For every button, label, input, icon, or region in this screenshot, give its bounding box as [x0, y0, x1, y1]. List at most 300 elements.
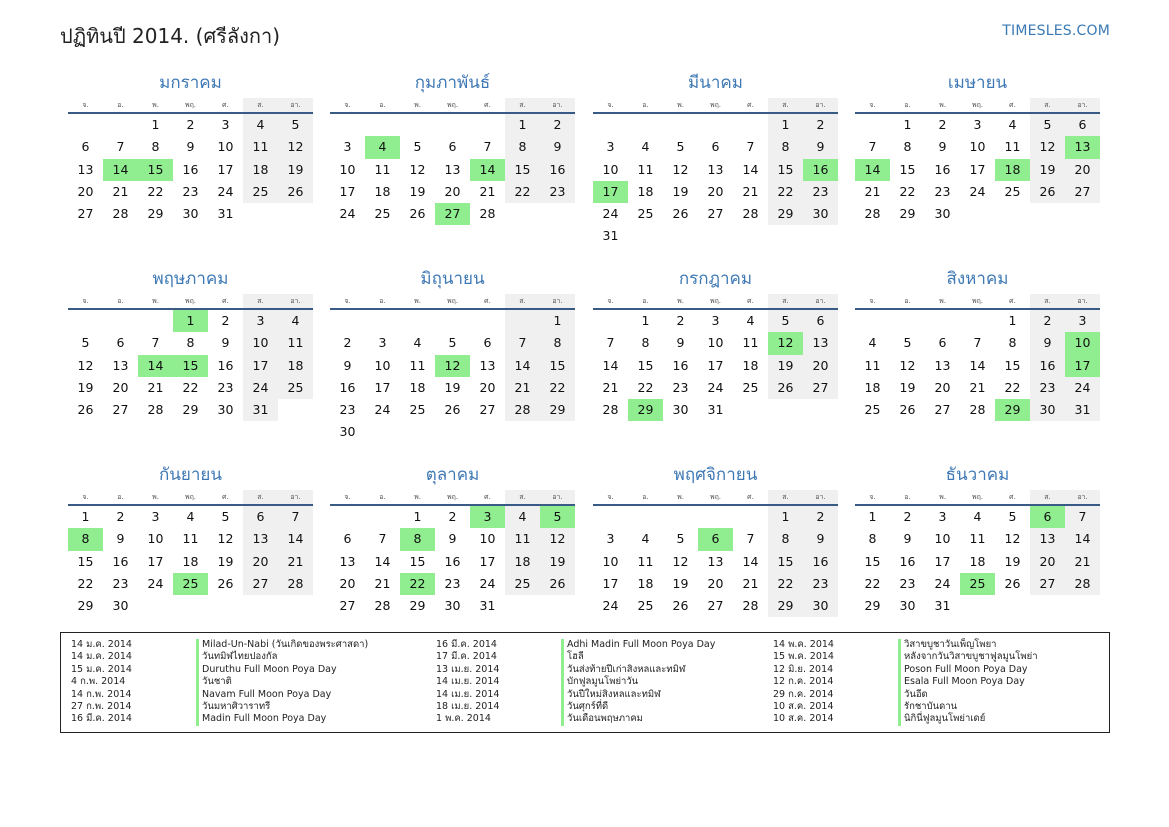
day-cell: 28 — [1065, 573, 1100, 595]
holiday-day-cell: 15 — [138, 159, 173, 181]
weekday-label: ศ. — [222, 101, 229, 109]
empty-cell — [365, 506, 400, 528]
day-cell: 1 — [540, 310, 575, 332]
holiday-day-cell: 10 — [1065, 332, 1100, 354]
day-cell: 4 — [973, 509, 982, 524]
day-cell: 11 — [409, 357, 426, 373]
day-cell: 20 — [112, 379, 129, 395]
day-cell: 27 — [479, 402, 496, 418]
day-cell: 16 — [217, 357, 234, 373]
day-cell: 12 — [540, 528, 575, 550]
day-cell: 6 — [711, 139, 720, 155]
day-cell: 1 — [768, 114, 803, 136]
day-cell: 27 — [339, 598, 356, 614]
day-cell: 11 — [1004, 139, 1021, 155]
day-cell: 5 — [1008, 509, 1017, 524]
day-cell: 24 — [969, 183, 986, 199]
weekday-label: อ. — [904, 493, 911, 501]
day-cell: 30 — [934, 206, 951, 222]
day-cell: 17 — [147, 553, 164, 569]
day-cell: 19 — [409, 183, 426, 199]
holiday-row — [436, 701, 715, 713]
day-cell: 28 — [479, 206, 496, 222]
day-cell: 17 — [374, 379, 391, 395]
holiday-date: 10 ส.ค. 2014 — [773, 700, 834, 712]
day-cell: 18 — [637, 183, 654, 199]
day-cell: 23 — [803, 181, 838, 203]
day-cell: 24 — [147, 575, 164, 591]
day-cell: 3 — [378, 335, 387, 351]
weekday-label: อ. — [117, 493, 124, 501]
day-cell: 23 — [182, 183, 199, 199]
day-grid — [855, 310, 1100, 421]
day-cell: 18 — [374, 183, 391, 199]
holiday-day-cell: 27 — [435, 203, 470, 225]
day-cell: 1 — [81, 509, 90, 524]
day-cell: 15 — [77, 553, 94, 569]
day-cell: 31 — [243, 399, 278, 421]
holiday-day-cell: 18 — [995, 159, 1030, 181]
holiday-day-cell: 17 — [593, 181, 628, 203]
day-cell: 24 — [934, 575, 951, 591]
day-cell: 17 — [602, 575, 619, 591]
day-cell: 19 — [1004, 553, 1021, 569]
weekday-label: ศ. — [484, 101, 491, 109]
day-cell: 22 — [147, 183, 164, 199]
holiday-date: 14 ม.ค. 2014 — [71, 651, 132, 663]
day-cell: 15 — [899, 161, 916, 177]
weekday-label: ส. — [243, 294, 278, 308]
holiday-date: 18 เม.ย. 2014 — [436, 700, 500, 712]
day-grid — [855, 506, 1100, 617]
day-cell: 22 — [540, 377, 575, 399]
day-cell: 2 — [803, 114, 838, 136]
day-cell: 11 — [374, 161, 391, 177]
weekday-label: จ. — [607, 101, 614, 109]
day-cell: 12 — [77, 357, 94, 373]
day-cell: 9 — [343, 357, 352, 373]
day-cell: 14 — [374, 553, 391, 569]
day-cell: 4 — [278, 310, 313, 332]
holiday-row — [436, 639, 715, 651]
day-cell: 29 — [864, 598, 881, 614]
day-cell: 18 — [864, 379, 881, 395]
holiday-name: วันชาติ — [196, 676, 232, 688]
day-cell: 23 — [217, 379, 234, 395]
weekday-label: ส. — [243, 98, 278, 112]
holiday-name: รักชาบันดาน — [898, 701, 957, 713]
weekday-label: พฤ. — [184, 493, 197, 501]
day-cell: 21 — [742, 183, 759, 199]
day-cell: 9 — [116, 531, 125, 547]
weekday-label: ส. — [768, 490, 803, 504]
month-calendar — [330, 268, 575, 444]
holiday-name: โฮลี — [561, 651, 584, 663]
weekday-label: ศ. — [222, 297, 229, 305]
weekday-label: จ. — [869, 101, 876, 109]
day-cell: 31 — [707, 402, 724, 418]
weekday-label: ส. — [1030, 98, 1065, 112]
day-cell: 28 — [147, 402, 164, 418]
month-calendar — [68, 268, 313, 421]
day-cell: 8 — [151, 139, 160, 155]
holiday-name: หลังจากวันวิสาขบูชาฟูลมูนโพย่า — [898, 651, 1038, 663]
day-cell: 20 — [444, 183, 461, 199]
month-name: เมษายน — [947, 73, 1008, 93]
empty-cell — [330, 114, 365, 136]
day-cell: 13 — [339, 553, 356, 569]
holiday-row — [436, 651, 715, 663]
empty-cell — [628, 506, 663, 528]
weekday-label: พฤ. — [446, 493, 459, 501]
day-cell: 18 — [182, 553, 199, 569]
empty-cell — [890, 310, 925, 332]
day-cell: 6 — [1065, 114, 1100, 136]
month-name: พฤศจิกายน — [673, 465, 758, 485]
day-cell: 25 — [409, 402, 426, 418]
weekday-label: พ. — [939, 101, 946, 109]
day-cell: 14 — [742, 161, 759, 177]
holiday-name: วันเดือนพฤษภาคม — [561, 713, 643, 725]
weekday-label: พฤ. — [709, 493, 722, 501]
weekday-label: พ. — [939, 493, 946, 501]
day-cell: 2 — [676, 313, 685, 328]
day-cell: 13 — [77, 161, 94, 177]
weekday-label: จ. — [607, 297, 614, 305]
month-name: สิงหาคม — [946, 269, 1009, 289]
weekday-label: พฤ. — [446, 297, 459, 305]
holiday-day-cell: 25 — [960, 573, 995, 595]
day-cell: 3 — [243, 310, 278, 332]
day-cell: 21 — [374, 575, 391, 591]
day-cell: 13 — [243, 528, 278, 550]
day-cell: 18 — [409, 379, 426, 395]
holiday-row — [773, 676, 1038, 688]
day-cell: 1 — [505, 114, 540, 136]
holiday-name: วันศุกร์ที่ดี — [561, 701, 608, 713]
day-cell: 26 — [540, 573, 575, 595]
day-cell: 8 — [641, 335, 650, 351]
day-cell: 19 — [672, 183, 689, 199]
day-cell: 28 — [742, 206, 759, 222]
day-cell: 2 — [448, 509, 457, 524]
weekday-label: พ. — [677, 493, 684, 501]
weekday-label: จ. — [82, 297, 89, 305]
day-cell: 13 — [707, 161, 724, 177]
day-cell: 14 — [602, 357, 619, 373]
holiday-row — [773, 701, 1038, 713]
holiday-day-cell: 15 — [173, 355, 208, 377]
month-calendar — [68, 464, 313, 617]
day-cell: 13 — [112, 357, 129, 373]
empty-cell — [470, 310, 505, 332]
weekday-label: จ. — [344, 297, 351, 305]
day-cell: 12 — [217, 531, 234, 547]
day-cell: 9 — [1030, 332, 1065, 354]
day-cell: 9 — [803, 136, 838, 158]
day-cell: 12 — [672, 161, 689, 177]
day-cell: 2 — [903, 509, 912, 524]
day-cell: 30 — [1030, 399, 1065, 421]
day-cell: 31 — [1065, 399, 1100, 421]
day-cell: 19 — [672, 575, 689, 591]
day-cell: 23 — [540, 181, 575, 203]
holiday-name: Madin Full Moon Poya Day — [196, 713, 326, 725]
holiday-row — [71, 639, 368, 651]
empty-cell — [435, 310, 470, 332]
holiday-day-cell: 14 — [855, 159, 890, 181]
holiday-row — [773, 651, 1038, 663]
holiday-date: 15 ม.ค. 2014 — [71, 663, 132, 675]
weekday-label: ศ. — [1009, 297, 1016, 305]
day-cell: 5 — [448, 335, 457, 351]
holiday-date: 13 เม.ย. 2014 — [436, 663, 500, 675]
day-cell: 13 — [934, 357, 951, 373]
empty-cell — [698, 114, 733, 136]
day-cell: 18 — [278, 355, 313, 377]
day-cell: 10 — [217, 139, 234, 155]
holiday-day-cell: 29 — [995, 399, 1030, 421]
holiday-day-cell: 14 — [103, 159, 138, 181]
day-cell: 2 — [116, 509, 125, 524]
day-cell: 2 — [221, 313, 230, 328]
day-cell: 15 — [505, 159, 540, 181]
weekday-label: อ. — [379, 297, 386, 305]
holiday-name: วันทมิฬไทยปองกัล — [196, 651, 277, 663]
weekday-label: อ. — [379, 101, 386, 109]
day-cell: 8 — [505, 136, 540, 158]
day-cell: 28 — [278, 573, 313, 595]
holiday-day-cell: 4 — [365, 136, 400, 158]
day-cell: 11 — [505, 528, 540, 550]
weekday-label: พ. — [677, 101, 684, 109]
day-cell: 5 — [221, 509, 230, 524]
weekday-label: พ. — [152, 101, 159, 109]
day-cell: 15 — [864, 553, 881, 569]
day-cell: 9 — [221, 335, 230, 351]
holiday-column-1 — [71, 639, 368, 726]
holiday-day-cell: 12 — [768, 332, 803, 354]
day-cell: 15 — [768, 159, 803, 181]
holiday-name: Esala Full Moon Poya Day — [898, 676, 1025, 688]
month-calendar — [330, 72, 575, 225]
holiday-date: 12 มิ.ย. 2014 — [773, 663, 834, 675]
day-cell: 7 — [746, 531, 755, 547]
month-name: พฤษภาคม — [152, 269, 229, 289]
holiday-row — [71, 713, 368, 725]
month-calendar — [593, 72, 838, 248]
day-grid — [330, 114, 575, 225]
day-cell: 3 — [151, 509, 160, 524]
day-cell: 18 — [505, 551, 540, 573]
day-cell: 7 — [868, 139, 877, 155]
holiday-date: 17 มี.ค. 2014 — [436, 651, 497, 663]
day-grid — [593, 506, 838, 617]
holiday-row — [773, 664, 1038, 676]
weekday-label: อา. — [1065, 490, 1100, 504]
day-cell: 26 — [672, 598, 689, 614]
brand-link[interactable]: TIMESLES.COM — [1002, 23, 1110, 39]
weekday-label: ส. — [505, 490, 540, 504]
day-cell: 21 — [1065, 551, 1100, 573]
day-cell: 26 — [444, 402, 461, 418]
day-cell: 29 — [768, 203, 803, 225]
day-cell: 17 — [479, 553, 496, 569]
day-cell: 4 — [868, 335, 877, 351]
month-calendar — [593, 464, 838, 617]
day-cell: 23 — [1030, 377, 1065, 399]
holiday-row — [436, 676, 715, 688]
month-name: กุมภาพันธ์ — [414, 73, 491, 93]
day-cell: 11 — [637, 161, 654, 177]
day-cell: 8 — [903, 139, 912, 155]
weekday-label: ส. — [1030, 490, 1065, 504]
day-cell: 17 — [969, 161, 986, 177]
day-cell: 14 — [969, 357, 986, 373]
holiday-column-2 — [436, 639, 715, 726]
weekday-label: พ. — [152, 493, 159, 501]
holiday-date: 16 มี.ค. 2014 — [436, 639, 497, 650]
day-grid — [855, 114, 1100, 225]
day-cell: 25 — [742, 379, 759, 395]
day-cell: 29 — [768, 595, 803, 617]
holiday-row — [773, 689, 1038, 701]
day-cell: 4 — [746, 313, 755, 328]
day-cell: 9 — [186, 139, 195, 155]
day-cell: 6 — [243, 506, 278, 528]
day-cell: 20 — [707, 183, 724, 199]
empty-cell — [330, 506, 365, 528]
day-cell: 1 — [413, 509, 422, 524]
holiday-name: Duruthu Full Moon Poya Day — [196, 664, 337, 676]
empty-cell — [593, 506, 628, 528]
day-cell: 15 — [768, 551, 803, 573]
day-cell: 20 — [934, 379, 951, 395]
weekday-label: จ. — [82, 493, 89, 501]
day-grid — [68, 506, 313, 617]
day-cell: 2 — [186, 117, 195, 132]
day-cell: 28 — [112, 206, 129, 222]
day-cell: 21 — [479, 183, 496, 199]
weekday-label: ส. — [768, 98, 803, 112]
holiday-day-cell: 6 — [1030, 506, 1065, 528]
month-calendar — [855, 268, 1100, 421]
month-name: มกราคม — [159, 73, 222, 93]
day-cell: 30 — [672, 402, 689, 418]
day-cell: 20 — [1030, 551, 1065, 573]
empty-cell — [330, 310, 365, 332]
weekday-label: พ. — [414, 101, 421, 109]
holiday-name: Milad-Un-Nabi (วันเกิดของพระศาสดา) — [196, 639, 368, 651]
weekday-label: ศ. — [222, 493, 229, 501]
day-grid — [330, 310, 575, 444]
weekday-label: ศ. — [484, 493, 491, 501]
day-cell: 14 — [1065, 528, 1100, 550]
holiday-date: 14 ก.พ. 2014 — [71, 688, 132, 700]
day-cell: 24 — [602, 206, 619, 222]
day-cell: 10 — [602, 161, 619, 177]
day-cell: 17 — [243, 355, 278, 377]
day-cell: 18 — [637, 575, 654, 591]
day-cell: 3 — [606, 531, 615, 547]
holiday-name: วันอีด — [898, 689, 928, 701]
day-cell: 22 — [1004, 379, 1021, 395]
weekday-label: อา. — [540, 490, 575, 504]
day-cell: 19 — [899, 379, 916, 395]
day-cell: 29 — [899, 206, 916, 222]
weekday-label: ศ. — [484, 297, 491, 305]
day-cell: 9 — [803, 528, 838, 550]
day-cell: 5 — [1030, 114, 1065, 136]
empty-cell — [663, 506, 698, 528]
day-cell: 29 — [182, 402, 199, 418]
weekday-label: พฤ. — [709, 101, 722, 109]
month-name: ธันวาคม — [945, 465, 1010, 485]
weekday-label: ศ. — [1009, 101, 1016, 109]
day-cell: 14 — [742, 553, 759, 569]
weekday-label: ส. — [505, 98, 540, 112]
holiday-day-cell: 29 — [628, 399, 663, 421]
day-cell: 22 — [637, 379, 654, 395]
holiday-date: 16 มี.ค. 2014 — [71, 713, 132, 725]
holiday-date: 4 ก.พ. 2014 — [71, 676, 126, 688]
day-cell: 7 — [505, 332, 540, 354]
day-cell: 1 — [641, 313, 650, 328]
day-cell: 11 — [637, 553, 654, 569]
day-cell: 15 — [637, 357, 654, 373]
day-cell: 10 — [339, 161, 356, 177]
day-cell: 3 — [221, 117, 230, 132]
holiday-day-cell: 16 — [803, 159, 838, 181]
day-cell: 16 — [339, 379, 356, 395]
weekday-label: อ. — [117, 297, 124, 305]
weekday-label: จ. — [344, 493, 351, 501]
day-cell: 30 — [217, 402, 234, 418]
day-cell: 26 — [768, 377, 803, 399]
day-cell: 10 — [243, 332, 278, 354]
day-cell: 27 — [243, 573, 278, 595]
holiday-row — [436, 689, 715, 701]
day-cell: 7 — [606, 335, 615, 351]
weekday-label: ศ. — [747, 493, 754, 501]
day-cell: 21 — [278, 551, 313, 573]
day-cell: 5 — [768, 310, 803, 332]
day-cell: 1 — [868, 509, 877, 524]
day-cell: 10 — [374, 357, 391, 373]
day-cell: 7 — [151, 335, 160, 351]
day-cell: 6 — [116, 335, 125, 351]
day-cell: 30 — [339, 424, 356, 440]
day-cell: 19 — [768, 355, 803, 377]
holiday-row — [71, 651, 368, 663]
day-cell: 16 — [112, 553, 129, 569]
day-cell: 8 — [1008, 335, 1017, 351]
day-cell: 27 — [934, 402, 951, 418]
day-cell: 13 — [1030, 528, 1065, 550]
day-cell: 23 — [934, 183, 951, 199]
day-grid — [68, 114, 313, 225]
day-cell: 31 — [217, 206, 234, 222]
weekday-label: พฤ. — [184, 101, 197, 109]
day-cell: 2 — [1030, 310, 1065, 332]
day-cell: 20 — [339, 575, 356, 591]
day-cell: 25 — [505, 573, 540, 595]
weekday-label: พฤ. — [971, 297, 984, 305]
day-cell: 22 — [182, 379, 199, 395]
holiday-day-cell: 3 — [470, 506, 505, 528]
day-cell: 8 — [186, 335, 195, 351]
day-cell: 27 — [1065, 181, 1100, 203]
